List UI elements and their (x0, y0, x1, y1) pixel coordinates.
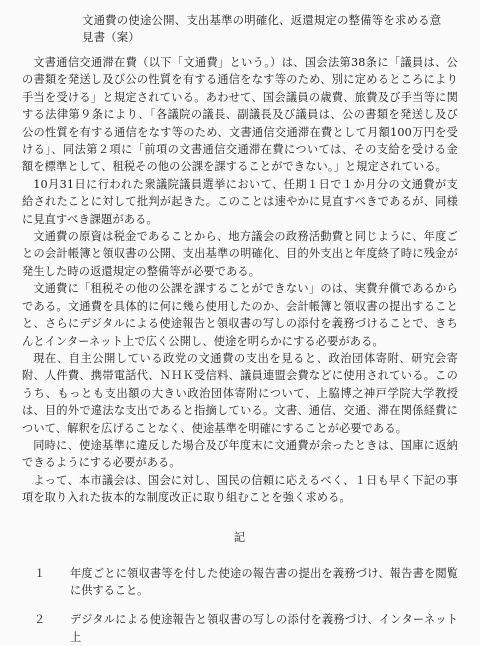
document-body (22, 54, 458, 507)
paragraph: よって、本市議会は、国会に対し、国民の信頼に応えるべく、１日も早く下記の事項を取り入れた抜本的な制度改正に取り組むことを強く求める。 (22, 473, 458, 505)
ki-heading: 記 (233, 529, 247, 544)
demand-list (22, 565, 458, 646)
item-number: ２ (34, 613, 46, 627)
paragraph: 文通費に「租税その他の公課を課することができない」のは、実費弁償であるからである。文通費を具体的に何に幾ら使用したのか、会計帳簿と領収書の提出することと、さらにデジタルによる使途報告と領収書の写しの添付を義務づけることで、きちんとインターネット上で広く公開し、使途を明らかにする必要がある。 (22, 282, 458, 348)
paragraph: 文通費の原資は税金であることから、地方議会の政務活動費と同じように、年度ごとの会計帳簿と領収書の公開、支出基準の明確化、目的外支出と年度終了時に残金が発生した時の返還規定の整備等が必要である。 (22, 230, 458, 278)
item-text: 年度ごとに領収書等を付した使途の報告書の提出を義務づけ、報告書を閲覧に供すること。 (70, 566, 458, 597)
list-item (22, 565, 458, 600)
paragraph: 同時に、使途基準に違反した場合及び年度末に文通費が余ったときは、国庫に返納できるようにする必要がある。 (22, 438, 458, 470)
title-line-2: 見書（案） (82, 30, 140, 44)
paragraph: 現在、自主公開している政党の文通費の支出を見ると、政治団体寄附、研究会寄附、人件費、携帯電話代、ＮＨＫ受信料、議員連盟会費などに使用されている。このうち、もっとも支出額の大きい政治団体寄附について、上脇博之神戸学院大学教授は、目的外で違法な支出であると指摘している。文書、通信、交通、滞在関係経費について、解釈を広げることなく、使途基準を明確にすることが必要である。 (22, 351, 458, 435)
paragraph: 10月31日に行われた衆議院議員選挙において、任期１日で１か月分の文通費が支給されたことに対して批判が起きた。このことは速やかに見直すべきであるが、同様に見直すべき課題がある。 (22, 177, 458, 226)
list-item (22, 611, 458, 646)
paragraph: 文書通信交通滞在費（以下「文通費」という。）は、国会法第38条に「議員は、公の書類を発送し及び公の性質を有する通信をなす等のため、別に定めるところにより手当を受ける」と規定されている。あわせて、国会議員の歳費、旅費及び手当等に関する法律第９条により、「各議院の議長、副議長及び議員は、公の書類を発送し及び公の性質を有する通信をなす等のため、文書通信交通滞在費として月額100万円を受ける」、同法第２項に「前項の文書通信交通滞在費については、その支給を受ける金額を標準として、租税その他の公課を課することができない。」と規定されている。 (22, 56, 458, 174)
item-number: １ (34, 566, 46, 580)
title-line-1: 文通費の使途公開、支出基準の明確化、返還規定の整備等を求める意 (82, 13, 442, 27)
document-title (82, 12, 458, 46)
item-text: デジタルによる使途報告と領収書の写しの添付を義務づけ、インターネット上 (70, 613, 458, 644)
